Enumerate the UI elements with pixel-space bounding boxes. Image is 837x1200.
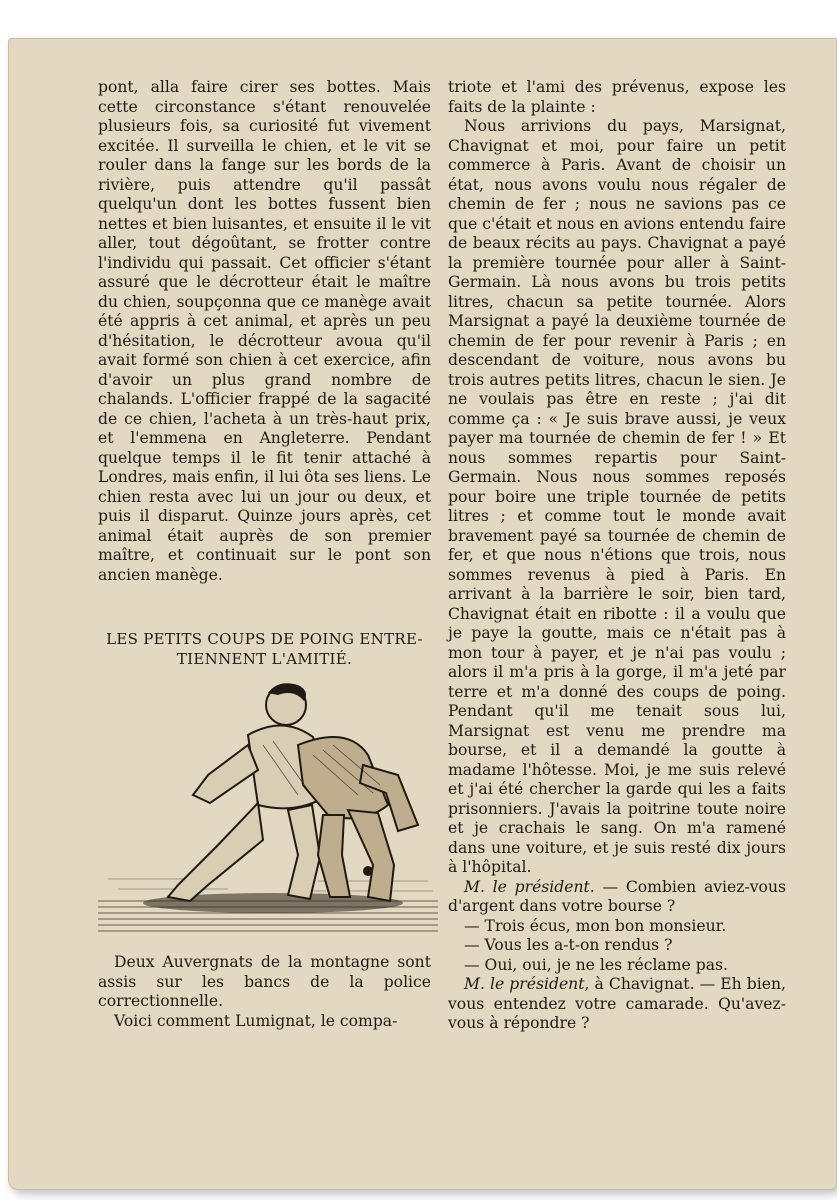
left-column <box>98 78 431 1031</box>
right-column <box>448 78 786 1034</box>
dialogue-answer-2: — Oui, oui, je ne les réclame pas. <box>464 955 728 974</box>
speaker-president: M. le président. <box>464 877 595 896</box>
left-paragraph-dog-story: pont, alla faire cirer ses bottes. Mais cette circonstance s'étant renouvelée plusieurs fois, sa curiosité fut vivement excitée. Il surveilla le chien, et le vit se rouler dans la fange sur les bords de la rivière, puis attendre qu'il passât quelqu'un dont les bottes fussent bien nettes et bien luisantes, et ensuite il le vit aller, tout dégoûtant, se frotter contre l'individu qui passait. Cet officier s'étant assuré que le décrotteur était le maître du chien, soupçonna que ce manège avait été appris à cet animal, et après un peu d'hésitation, le décrotteur avoua qu'il avait formé son chien à cet exercice, afin d'avoir un plus grand nombre de chalands. L'officier frappé de la sagacité de ce chien, l'acheta à un très-haut prix, et l'emmena en Angleterre. Pendant quelque temps il le fit tenir attaché à Londres, mais enfin, il lui ôta ses liens. Le chien resta avec lui un jour ou deux, et puis il disparut. Quinze jours après, cet animal était auprès de son premier maître, et continuait sur le pont son ancien manège. <box>98 78 431 584</box>
left-paragraph-voici: Voici comment Lumignat, le compa- <box>114 1011 398 1030</box>
dialogue-answer-1: — Trois écus, mon bon monsieur. <box>464 916 727 935</box>
right-paragraph-testimony: Nous arrivions du pays, Marsignat, Chavignat et moi, pour faire un petit commerce à Paris. Avant de choisir un état, nous avons voulu nous régaler de chemin de fer ; nous ne savions pas ce que c'était et nous en avions entendu faire de beaux récits au pays. Chavignat a payé la première tournée pour aller à Saint-Germain. Là nous avons bu trois petits litres, chacun sa petite tournée. Alors Marsignat a payé la deuxième tournée de chemin de fer pour revenir à Paris ; en descendant de voiture, nous avons bu trois autres petits litres, chacun le sien. Je ne voulais pas être en reste ; j'ai dit comme ça : « Je suis brave aussi, je veux payer ma tournée de chemin de fer ! » Et nous sommes repartis pour Saint-Germain. Nous nous sommes reposés pour boire une triple tournée de petits litres ; et comme tout le monde avait bravement payé sa tournée de chemin de fer, et que nous n'étions que trois, nous sommes revenus à pied à Paris. En arrivant à la barrière le soir, bien tard, Chavignat était en ribotte : il a voulu que je paye la goutte, mais ce n'était pas à mon tour à payer, et je n'ai pas voulu ; alors il m'a pris à la gorge, il m'a jeté par terre et m'a donné des coups de poing. Pendant qu'il me tenait sous lui, Marsignat est venu me prendre ma bourse, et il a demandé la goutte à madame l'hôtesse. Moi, je me suis relevé et j'ai été chercher la garde qui les a faits prisonniers. J'avais la poitrine toute noire et je crachais le sang. On m'a ramené dans une voiture, et je suis resté dix jours à l'hôpital. <box>448 117 786 876</box>
dialogue-question-2: — Vous les a-t-on rendus ? <box>464 936 673 954</box>
question-3-text: , à Chavignat. — Eh bien, vous entendez votre camarade. Qu'avez-vous à répondre ? <box>448 975 786 1032</box>
right-paragraph-intro: triote et l'ami des prévenus, expose les faits de la plainte : <box>448 78 786 116</box>
heading-line-2: TIENNENT L'AMITIÉ. <box>176 650 353 668</box>
article-heading <box>98 629 431 669</box>
wrestlers-engraving <box>98 675 438 937</box>
question-1-text: — Combien aviez-vous d'argent dans votre bourse ? <box>448 877 786 915</box>
heading-line-1: LES PETITS COUPS DE POING ENTRE- <box>106 630 423 648</box>
speaker-president-2: M. le président <box>464 975 585 993</box>
dialogue-question-1 <box>448 878 786 917</box>
dialogue-question-3 <box>448 975 786 1034</box>
left-paragraph-auvergnats: Deux Auvergnats de la montagne sont assis sur les bancs de la police correctionnelle. <box>98 953 431 1010</box>
